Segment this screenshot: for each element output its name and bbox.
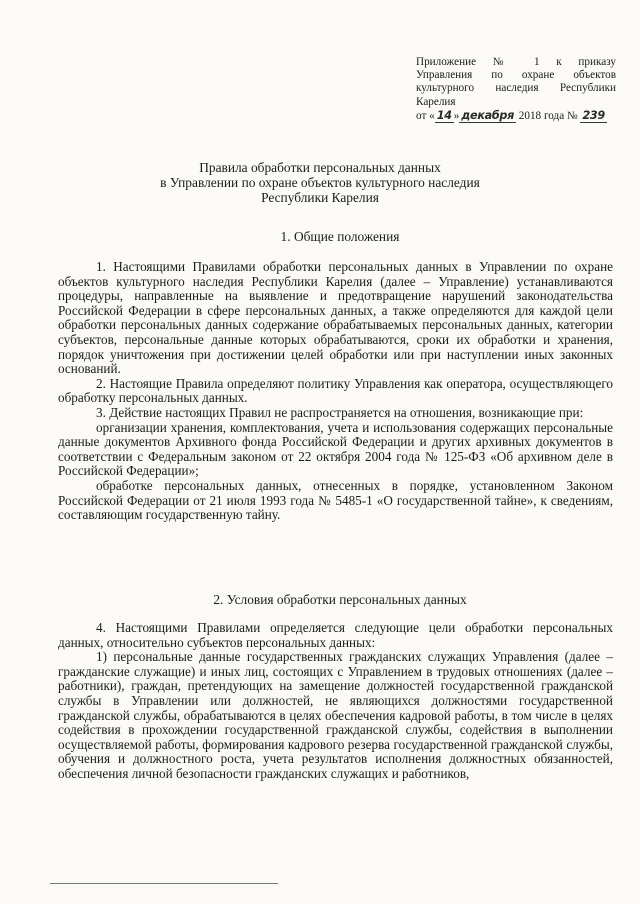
footer-rule [50, 883, 278, 884]
section-1-heading: 1. Общие положения [280, 229, 400, 244]
annex-line-1: Приложение № 1 к приказу [416, 56, 616, 68]
annex-date-prefix: от « [416, 109, 435, 122]
annex-date-line [416, 109, 616, 123]
paragraph: 1) персональные данные государственных гражданских служащих Управления (далее – гражданские служащие) и иных лиц, состоящих с Управлением в трудовых отношениях (далее – работники), граждан, претендующих на замещение должностей государственной гражданской службы в Управлении или должностей, не являющихся должностями государственной гражданской службы, обрабатываются в целях обеспечения кадровой работы, в том числе в целях содействия в прохождении государственной гражданской службы, содействия в выполнении осуществляемой работы, формирования кадрового резерва государственной гражданской службы, обучения и должностного роста, учета результатов исполнения должностных обязанностей, обеспечения личной безопасности гражданских служащих и работников, [58, 649, 613, 781]
annex-block [416, 56, 616, 123]
paragraph: организации хранения, комплектования, учета и использования содержащих персональные данные документов Архивного фонда Российской Федерации и других архивных документов в соответствии с Федеральным законом от 22 октября 2004 года № 125-ФЗ «Об архивном деле в Российской Федерации»; [58, 419, 613, 479]
paragraph: 1. Настоящими Правилами обработки персональных данных в Управлении по охране объектов культурного наследия Республики Карелия (далее – Управление) устанавливаются процедуры, направленные на выявление и предотвращение нарушений законодательства Российской Федерации в сфере персональных данных, а также определяются для каждой цели обработки персональных данных содержание обрабатываемых персональных данных, категории субъектов, персональные данные которых обрабатываются, сроки их обработки и хранения, порядок уничтожения при достижении целей обработки или при наступлении иных законных оснований. [58, 259, 613, 377]
annex-line-4: Карелия [416, 95, 456, 108]
annex-date-day: 14 [436, 108, 452, 122]
section-2-heading: 2. Условия обработки персональных данных [213, 592, 467, 607]
section-2-body [58, 621, 613, 782]
annex-order-number: 239 [582, 108, 605, 122]
section-1-body [58, 260, 613, 523]
paragraph: обработке персональных данных, отнесенных в порядке, установленном Законом Российской Федерации от 21 июля 1993 года № 5485-1 «О государственной тайне», к сведениям, составляющим государственную тайну. [58, 477, 613, 523]
document-title [0, 160, 640, 205]
annex-date-mid: » [453, 109, 460, 122]
annex-date-year: 2018 года № [515, 109, 581, 122]
paragraph: 3. Действие настоящих Правил не распространяется на отношения, возникающие при: [96, 404, 584, 420]
paragraph: 4. Настоящими Правилами определяется следующие цели обработки персональных данных, относительно субъектов персональных данных: [58, 620, 613, 650]
title-line-1: Правила обработки персональных данных [199, 160, 441, 175]
title-line-2: в Управлении по охране объектов культурного наследия [160, 175, 480, 190]
paragraph: 2. Настоящие Правила определяют политику Управления как оператора, осуществляющего обработку персональных данных. [58, 375, 613, 406]
title-line-3: Республики Карелия [261, 190, 379, 205]
annex-line-2: Управления по охране объектов [416, 69, 616, 82]
annex-line-3: культурного наследия Республики [416, 82, 616, 95]
annex-date-month: декабря [461, 108, 514, 122]
